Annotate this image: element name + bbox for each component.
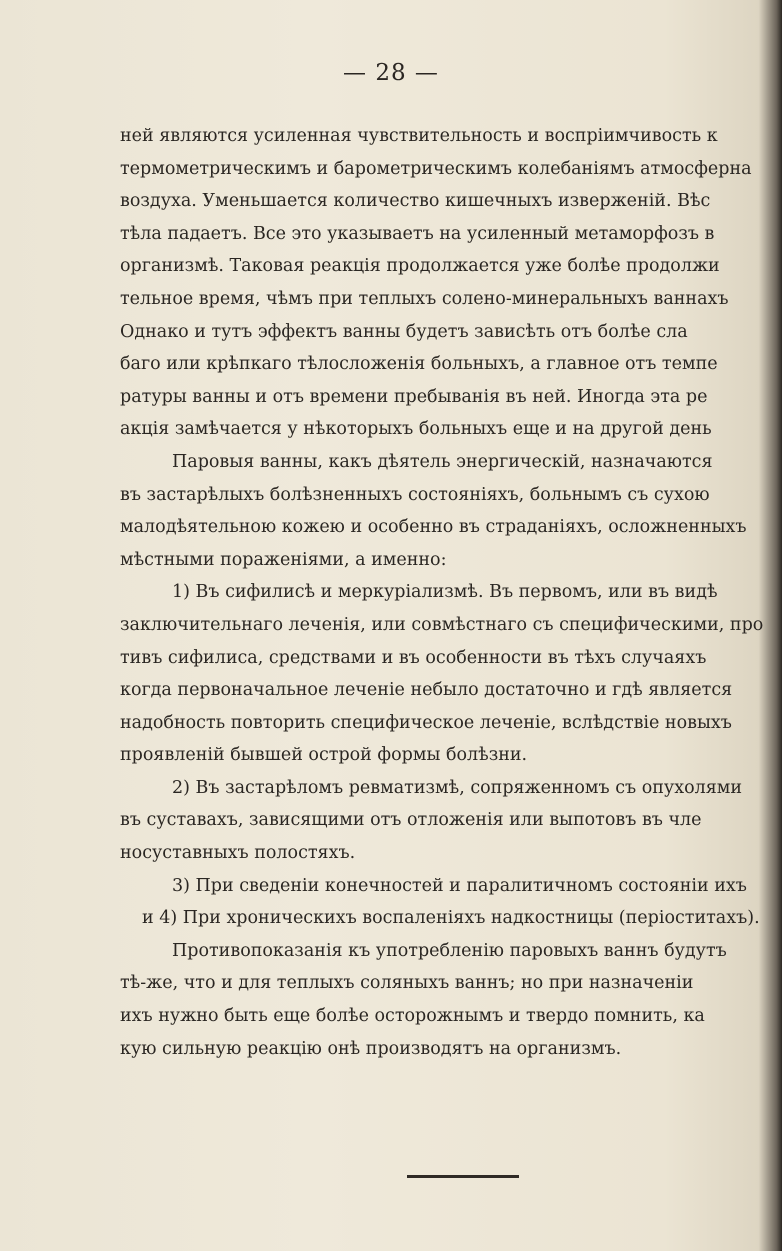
text-line: ихъ нужно быть еще болѣе осторожнымъ и твердо помнить, ка: [120, 1006, 705, 1027]
text-line: баго или крѣпкаго тѣлосложенія больныхъ, а главное отъ темпе: [120, 354, 718, 375]
text-line: заключительнаго леченія, или совмѣстнаго съ специфическими, про: [120, 614, 764, 635]
text-line: тѣ-же, что и для теплыхъ соляныхъ ваннъ; но при назначеніи: [120, 973, 694, 994]
text-line: тѣла падаетъ. Все это указываетъ на усиленный метаморфозъ в: [120, 223, 715, 244]
text-line: и 4) При хроническихъ воспаленіяхъ надкостницы (періоститахъ).: [142, 908, 760, 929]
text-line: тивъ сифилиса, средствами и въ особенности въ тѣхъ случаяхъ: [120, 647, 707, 668]
text-line: малодѣятельною кожею и особенно въ страданіяхъ, осложненныхъ: [120, 517, 747, 538]
text-line: ней являются усиленная чувствительность и воспріимчивость к: [120, 126, 718, 146]
text-line: термометрическимъ и барометрическимъ колебаніямъ атмосферна: [120, 158, 752, 179]
text-line: воздуха. Уменьшается количество кишечныхъ изверженій. Вѣс: [120, 191, 711, 212]
text-line: надобность повторить специфическое леченіе, вслѣдствіе новыхъ: [120, 712, 732, 733]
text-line: 1) Въ сифилисѣ и меркуріализмѣ. Въ первомъ, или въ видѣ: [172, 582, 718, 603]
text-line: ратуры ванны и отъ времени пребыванія въ ней. Иногда эта ре: [120, 386, 708, 407]
text-line: тельное время, чѣмъ при теплыхъ солено-минеральныхъ ваннахъ: [120, 288, 729, 309]
text-line: организмѣ. Таковая реакція продолжается уже болѣе продолжи: [120, 256, 720, 277]
text-line: въ суставахъ, зависящими отъ отложенія или выпотовъ въ чле: [120, 810, 702, 831]
section-divider: [407, 1175, 519, 1178]
text-line: проявленій бывшей острой формы болѣзни.: [120, 745, 528, 766]
text-line: 3) При сведеніи конечностей и паралитичномъ состояніи ихъ: [172, 875, 747, 896]
text-line: Противопоказанія къ употребленію паровыхъ ваннъ будутъ: [172, 940, 727, 961]
body-text: [120, 120, 782, 1065]
page-number: — 28 —: [343, 60, 439, 86]
text-line: акція замѣчается у нѣкоторыхъ больныхъ еще и на другой день: [120, 419, 712, 440]
text-line: мѣстными пораженіями, а именно:: [120, 549, 447, 570]
text-line: когда первоначальное леченіе небыло достаточно и гдѣ является: [120, 680, 733, 701]
text-line: Однако и тутъ эффектъ ванны будетъ зависѣть отъ болѣе сла: [120, 321, 688, 342]
text-line: Паровыя ванны, какъ дѣятель энергическій, назначаются: [172, 451, 713, 472]
text-line: носуставныхъ полостяхъ.: [120, 843, 356, 864]
text-line: 2) Въ застарѣломъ ревматизмѣ, сопряженномъ съ опухолями: [172, 777, 743, 798]
text-line: въ застарѣлыхъ болѣзненныхъ состояніяхъ, больнымъ съ сухою: [120, 484, 710, 505]
text-line: кую сильную реакцію онѣ производятъ на организмъ.: [120, 1038, 622, 1059]
